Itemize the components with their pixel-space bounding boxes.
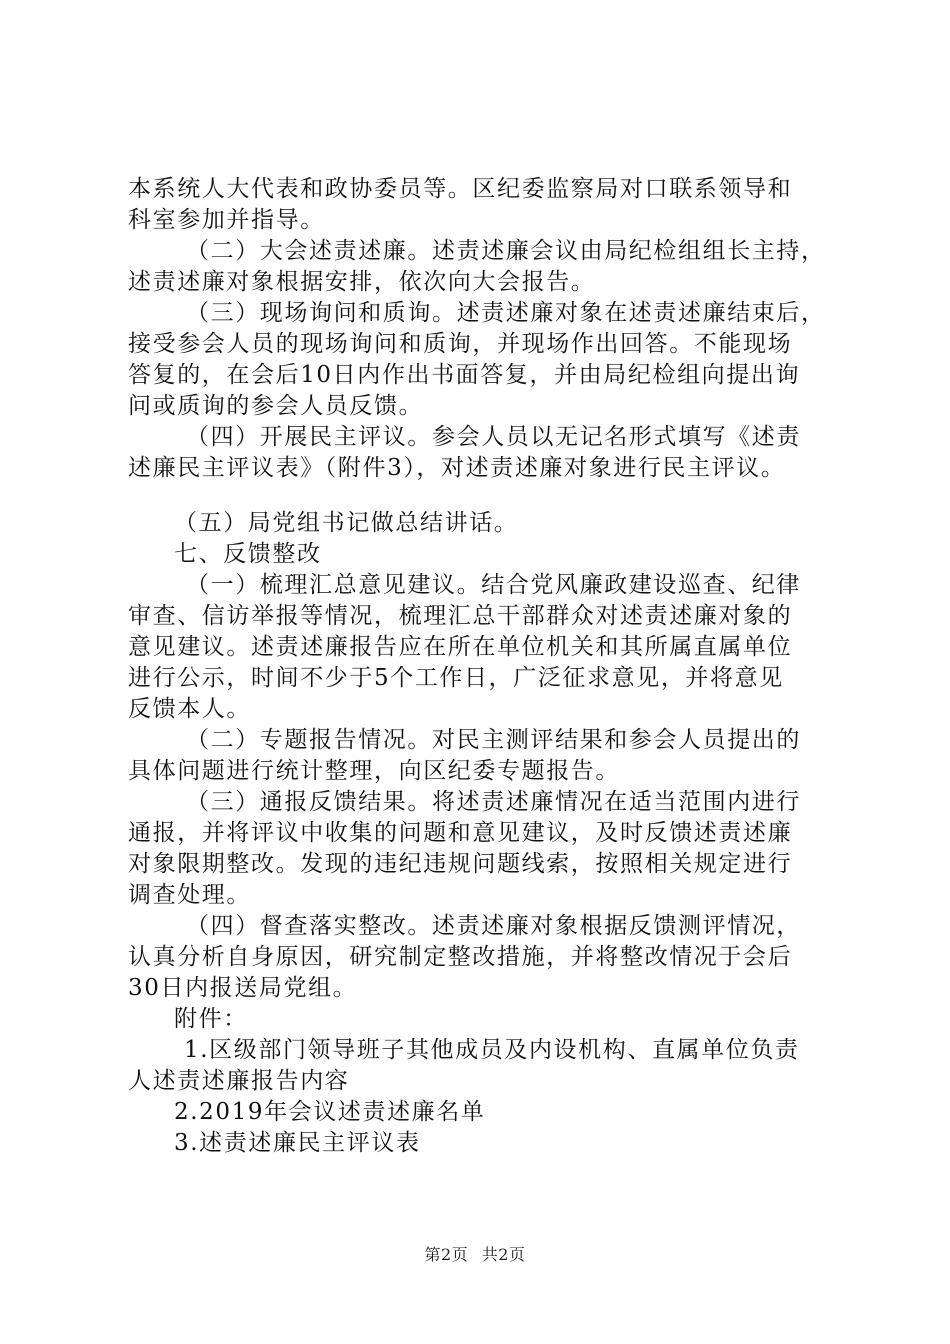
- text-line: 接受参会人员的现场询问和质询，并现场作出回答。不能现场: [128, 331, 793, 357]
- page-number-total: 共2页: [481, 1245, 526, 1264]
- attachment-item: 1.区级部门领导班子其他成员及内设机构、直属单位负责: [184, 1037, 800, 1063]
- attachment-item: 2.2019年会议述责述廉名单: [174, 1099, 486, 1125]
- attachments-heading: 附件：: [174, 1006, 248, 1032]
- text-line: （四）督查落实整改。述责述廉对象根据反馈测评情况，: [186, 913, 801, 939]
- text-line: 问或质询的参会人员反馈。: [128, 393, 424, 419]
- text-line: 审查、信访举报等情况，梳理汇总干部群众对述责述廉对象的: [128, 603, 793, 629]
- text-line: 具体问题进行统计整理，向区纪委专题报告。: [128, 758, 620, 784]
- text-line: 反馈本人。: [128, 696, 251, 722]
- text-line: 通报，并将评议中收集的问题和意见建议，及时反馈述责述廉: [128, 820, 793, 846]
- text-line: 科室参加并指导。: [128, 207, 325, 233]
- text-line: （四）开展民主评议。参会人员以无记名形式填写《述责: [186, 424, 801, 450]
- text-line: （二）大会述责述廉。述责述廉会议由局纪检组组长主持，: [186, 238, 826, 264]
- page-footer: [0, 1242, 950, 1265]
- text-line: （三）通报反馈结果。将述责述廉情况在适当范围内进行: [186, 789, 801, 815]
- text-line: 调查处理。: [128, 882, 251, 908]
- text-line: 对象限期整改。发现的违纪违规问题线索，按照相关规定进行: [128, 851, 793, 877]
- attachment-item: 人述责述廉报告内容: [128, 1068, 350, 1094]
- text-line: 述责述廉对象根据安排，依次向大会报告。: [128, 269, 596, 295]
- text-line: 认真分析自身原因，研究制定整改措施，并将整改情况于会后: [128, 944, 793, 970]
- paragraph-gap: [128, 484, 838, 508]
- text-line: 述廉民主评议表》（附件3），对述责述廉对象进行民主评议。: [128, 455, 786, 481]
- section-heading: 七、反馈整改: [174, 541, 322, 567]
- text-line: （二）专题报告情况。对民主测评结果和参会人员提出的: [186, 727, 801, 753]
- attachment-item: 3.述责述廉民主评议表: [174, 1130, 421, 1156]
- page-number-current: 第2页: [424, 1245, 469, 1264]
- text-line: （三）现场询问和质询。述责述廉对象在述责述廉结束后，: [186, 300, 826, 326]
- text-line: 进行公示，时间不少于5个工作日，广泛征求意见，并将意见: [128, 665, 784, 691]
- text-line: 本系统人大代表和政协委员等。区纪委监察局对口联系领导和: [128, 176, 793, 202]
- text-line: （五）局党组书记做总结讲话。: [174, 510, 519, 536]
- text-line: （一）梳理汇总意见建议。结合党风廉政建设巡查、纪律: [186, 572, 801, 598]
- text-line: 答复的，在会后10日内作出书面答复，并由局纪检组向提出询: [128, 362, 801, 388]
- text-line: 意见建议。述责述廉报告应在所在单位机关和其所属直属单位: [128, 634, 793, 660]
- document-body: [128, 174, 838, 1159]
- text-line: 30日内报送局党组。: [128, 975, 358, 1001]
